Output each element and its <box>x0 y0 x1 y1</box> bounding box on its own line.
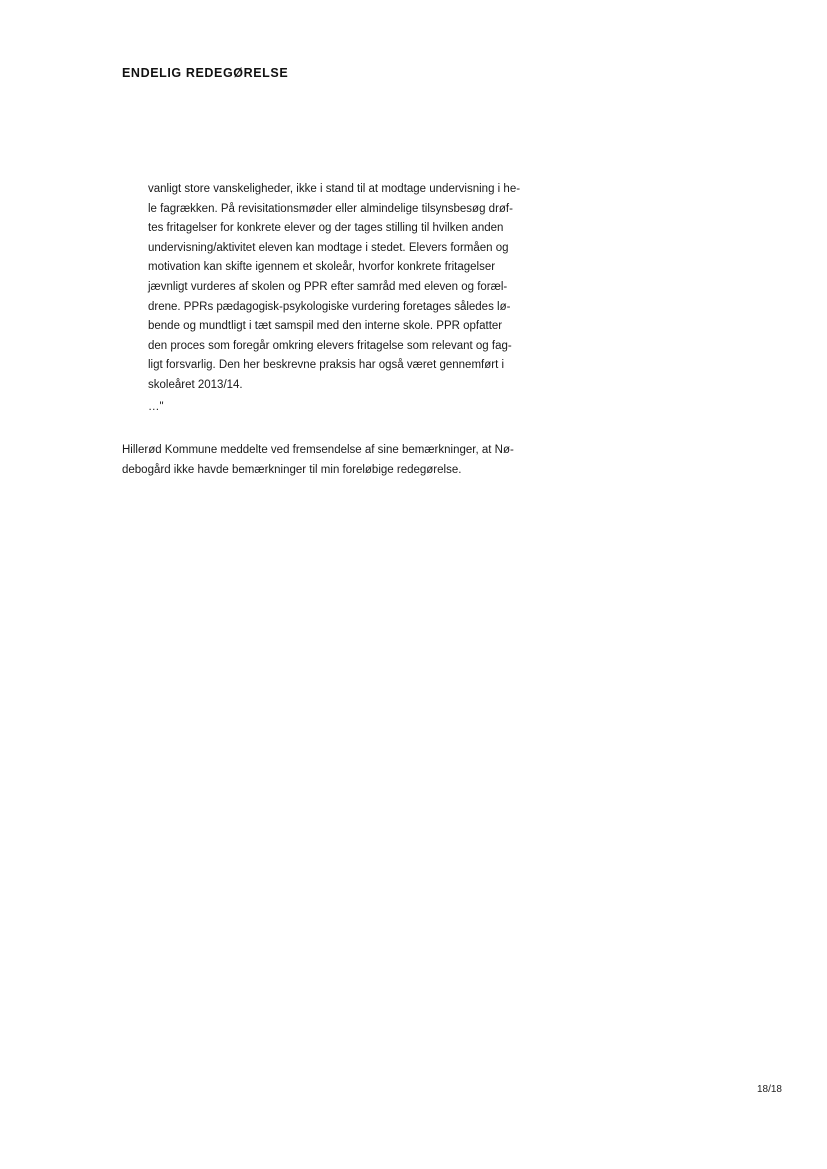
quote-line: vanligt store vanskeligheder, ikke i stand til at modtage undervisning i he- <box>148 183 521 195</box>
quote-line: ligt forsvarlig. Den her beskrevne praksis har også været gennemført i <box>148 359 505 372</box>
quote-line: skoleåret 2013/14. <box>148 378 243 391</box>
quote-line: jævnligt vurderes af skolen og PPR efter samråd med eleven og foræl- <box>148 280 508 293</box>
page-header-title: ENDELIG REDEGØRELSE <box>122 66 289 80</box>
quote-line: le fagrækken. På revisitationsmøder eller almindelige tilsynsbesøg drøf- <box>148 202 513 215</box>
body-paragraph <box>122 441 592 480</box>
quote-line: undervisning/aktivitet eleven kan modtage i stedet. Elevers formåen og <box>148 241 509 254</box>
paragraph-line: Hillerød Kommune meddelte ved fremsendelse af sine bemærkninger, at Nø- <box>122 444 514 456</box>
quote-line: motivation kan skifte igennem et skoleår, hvorfor konkrete fritagelser <box>148 261 496 274</box>
quote-ellipsis: …" <box>148 401 164 413</box>
quoted-text-block <box>148 180 593 396</box>
quote-line: bende og mundtligt i tæt samspil med den interne skole. PPR opfatter <box>148 320 503 333</box>
paragraph-line: debogård ikke havde bemærkninger til min foreløbige redegørelse. <box>122 463 462 476</box>
quote-line: den proces som foregår omkring elevers fritagelse som relevant og fag- <box>148 339 512 352</box>
quote-line: drene. PPRs pædagogisk-psykologiske vurdering foretages således lø- <box>148 300 511 313</box>
page-number: 18/18 <box>756 1084 782 1095</box>
quote-line: tes fritagelser for konkrete elever og der tages stilling til hvilken anden <box>148 222 504 235</box>
